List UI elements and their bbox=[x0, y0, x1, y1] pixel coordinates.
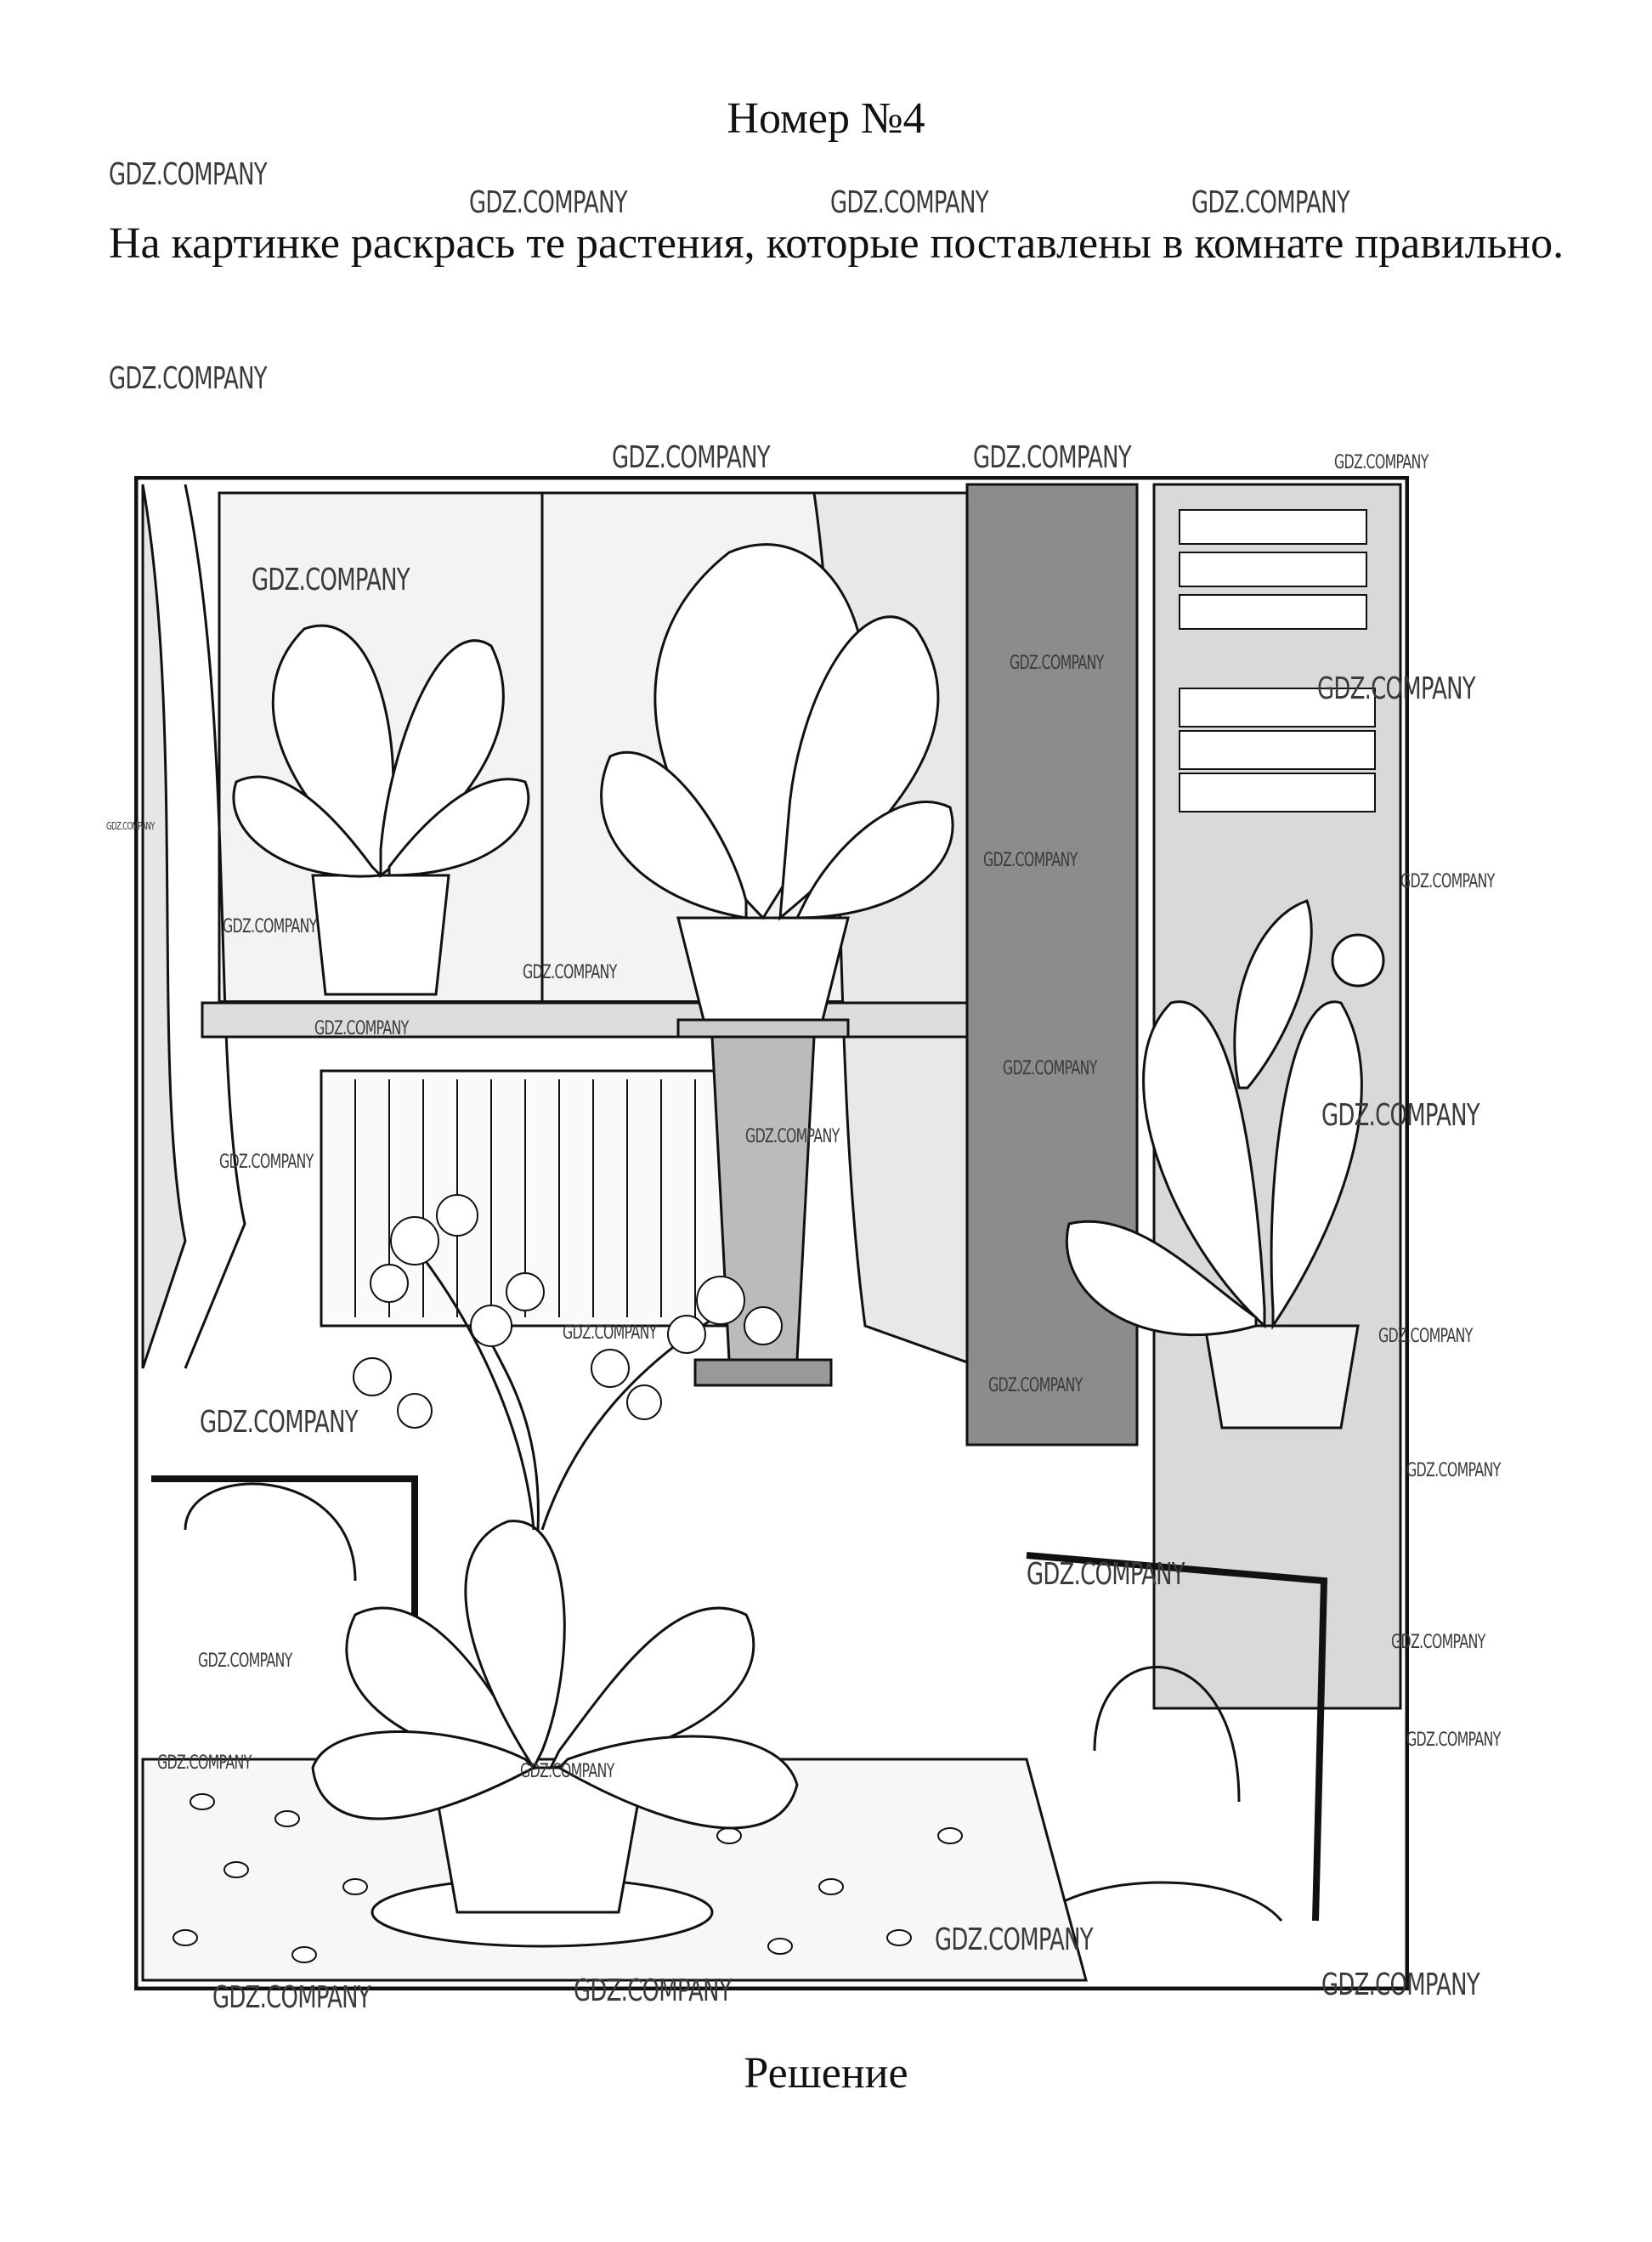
watermark: GDZ.COMPANY bbox=[1406, 1460, 1501, 1481]
room-plants-illustration bbox=[134, 476, 1409, 1990]
watermark: GDZ.COMPANY bbox=[1378, 1326, 1473, 1347]
watermark: GDZ.COMPANY bbox=[1391, 1632, 1485, 1653]
solution-label: Решение bbox=[744, 2049, 908, 2098]
page-title: Номер №4 bbox=[727, 94, 925, 143]
watermark: GDZ.COMPANY bbox=[198, 1650, 292, 1672]
watermark: GDZ.COMPANY bbox=[1317, 671, 1475, 706]
watermark: GDZ.COMPANY bbox=[109, 157, 267, 192]
watermark: GDZ.COMPANY bbox=[973, 440, 1131, 475]
watermark: GDZ.COMPANY bbox=[1321, 1098, 1479, 1133]
watermark: GDZ.COMPANY bbox=[1191, 185, 1349, 220]
task-text: На картинке раскрась те растения, которые поставлены в комнате правильно. bbox=[109, 219, 1564, 268]
watermark: GDZ.COMPANY bbox=[109, 361, 267, 396]
watermark: GDZ.COMPANY bbox=[1003, 1058, 1097, 1079]
watermark: GDZ.COMPANY bbox=[988, 1375, 1083, 1396]
watermark: GDZ.COMPANY bbox=[1010, 653, 1104, 674]
watermark: GDZ.COMPANY bbox=[157, 1752, 252, 1774]
watermark: GDZ.COMPANY bbox=[219, 1152, 314, 1173]
watermark: GDZ.COMPANY bbox=[1321, 1967, 1479, 2002]
watermark: GDZ.COMPANY bbox=[252, 563, 410, 597]
watermark: GDZ.COMPANY bbox=[574, 1973, 732, 2008]
watermark: GDZ.COMPANY bbox=[1334, 452, 1429, 473]
watermark: GDZ.COMPANY bbox=[523, 962, 617, 983]
watermark: GDZ.COMPANY bbox=[212, 1980, 371, 2015]
watermark: GDZ.COMPANY bbox=[200, 1405, 358, 1440]
watermark: GDZ.COMPANY bbox=[612, 440, 770, 475]
watermark: GDZ.COMPANY bbox=[314, 1018, 409, 1039]
watermark: GDZ.COMPANY bbox=[520, 1761, 614, 1782]
watermark: GDZ.COMPANY bbox=[223, 916, 317, 937]
watermark: GDZ.COMPANY bbox=[469, 185, 627, 220]
watermark: GDZ.COMPANY bbox=[1027, 1557, 1185, 1592]
watermark: GDZ.COMPANY bbox=[106, 820, 155, 832]
watermark: GDZ.COMPANY bbox=[983, 850, 1078, 871]
watermark: GDZ.COMPANY bbox=[935, 1922, 1093, 1957]
watermark: GDZ.COMPANY bbox=[1400, 871, 1495, 892]
watermark: GDZ.COMPANY bbox=[563, 1322, 657, 1344]
watermark: GDZ.COMPANY bbox=[830, 185, 988, 220]
watermark: GDZ.COMPANY bbox=[745, 1126, 840, 1147]
watermark: GDZ.COMPANY bbox=[1406, 1730, 1501, 1751]
